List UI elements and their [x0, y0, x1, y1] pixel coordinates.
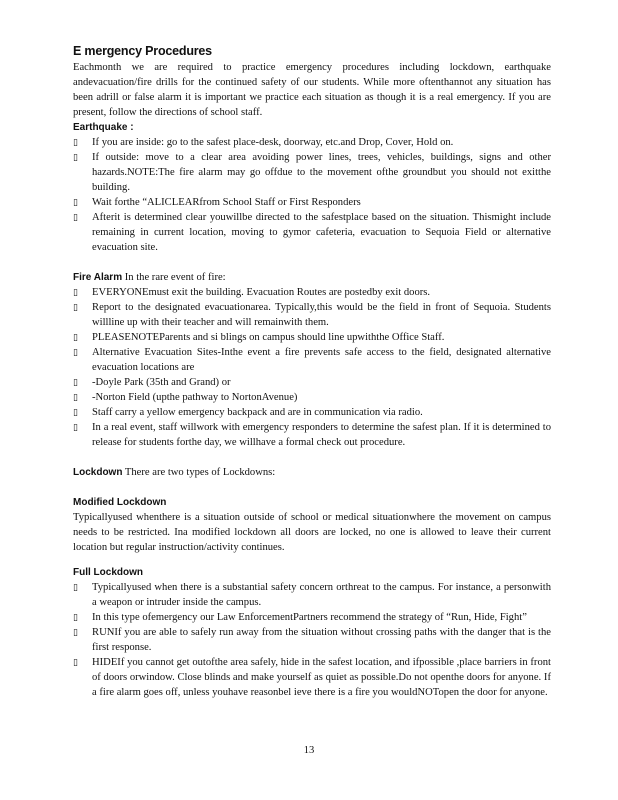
bullet-icon: ▯: [73, 152, 78, 162]
intro-paragraph: Eachmonth we are required to practice emergency procedures including lockdown, earthquake andevacuation/fire drills for the continued safety of our students. While more oftenthannot any situation has been adrill or false alarm it is important we practice each situation as though it is a real emergency. If you are present, follow the directions of school staff.: [73, 62, 551, 118]
bullet-icon: ▯: [73, 137, 78, 147]
list-item: ▯ Typicallyused when there is a substantial safety concern orthreat to the campus. For instance, a personwith a weapon or intruder inside the campus.: [73, 582, 551, 608]
lockdown-lead: There are two types of Lockdowns:: [122, 467, 276, 478]
modified-lockdown-paragraph: Typicallyused whenthere is a situation outside of school or medical situationwhere the movement on campus needs to be restricted. Ina modified lockdown all doors are locked, no one is allowed to leave their current location but regular instruction/activity continues.: [73, 512, 551, 553]
lockdown-heading: Lockdown: [73, 467, 123, 478]
bullet-icon: ▯: [73, 612, 78, 622]
earthquake-list: [73, 135, 551, 255]
list-item: ▯ Afterit is determined clear youwillbe directed to the safestplace based on the situation. Thismight include remaining in current location, moving to gymor cafeteria, evacuation to Sequoia Field or alternative evacuation site.: [73, 212, 551, 253]
list-item: ▯ Report to the designated evacuationarea. Typically,this would be the field in front of Sequoia. Students willline up with their teacher and will remainwith them.: [73, 302, 551, 328]
bullet-icon: ▯: [73, 347, 78, 357]
list-item: ▯ If outside: move to a clear area avoiding power lines, trees, vehicles, buildings, signs and other hazards.NOTE:The fire alarm may go offdue to the movement ofthe groundbut you should not exitthe building.: [73, 152, 551, 193]
bullet-icon: ▯: [73, 657, 78, 667]
full-lockdown-list: [73, 580, 551, 700]
list-item: ▯ -Norton Field (upthe pathway to NortonAvenue): [73, 392, 298, 403]
list-item: ▯ HIDEIf you cannot get outofthe area safely, hide in the safest location, and ifpossible ,place barriers in front of doors orwindow. Close blinds and make yourself as quiet as possible.Do not openthe doors for anyone. If a fire alarm goes off, unless youhave reasonbel ieve there is a fire you wouldNOTopen the door for anyone.: [73, 657, 551, 698]
bullet-icon: ▯: [73, 377, 78, 387]
list-item: ▯ -Doyle Park (35th and Grand) or: [73, 377, 231, 388]
bullet-icon: ▯: [73, 302, 78, 312]
fire-lead: In the rare event of fire:: [122, 272, 226, 283]
list-item: ▯ Alternative Evacuation Sites-Inthe event a fire prevents safe access to the field, designated alternative evacuation locations are: [73, 347, 551, 373]
list-item: ▯ Wait forthe “ALICLEARfrom School Staff or First Responders: [73, 197, 361, 208]
lockdown-intro: [73, 465, 551, 480]
earthquake-heading: Earthquake :: [73, 122, 134, 133]
list-item: ▯ EVERYONEmust exit the building. Evacuation Routes are postedby exit doors.: [73, 287, 431, 298]
bullet-icon: ▯: [73, 212, 78, 222]
bullet-icon: ▯: [73, 332, 78, 342]
bullet-icon: ▯: [73, 627, 78, 637]
fire-heading: Fire Alarm: [73, 272, 123, 283]
fire-intro: [73, 270, 551, 285]
fire-list: [73, 285, 551, 450]
page-title: E mergency Procedures: [73, 44, 212, 58]
bullet-icon: ▯: [73, 392, 78, 402]
bullet-icon: ▯: [73, 582, 78, 592]
list-item: ▯ In this type ofemergency our Law EnforcementPartners recommend the strategy of “Run, Hide, Fight”: [73, 612, 527, 623]
bullet-icon: ▯: [73, 287, 78, 297]
bullet-icon: ▯: [73, 407, 78, 417]
list-item: ▯ In a real event, staff willwork with emergency responders to determine the safest plan. If it is determined to release for students forthe day, we willhave a formal check out procedure.: [73, 422, 551, 448]
document-page: [73, 44, 551, 700]
list-item: ▯ If you are inside: go to the safest place-desk, doorway, etc.and Drop, Cover, Hold on.: [73, 137, 454, 148]
list-item: ▯ Staff carry a yellow emergency backpack and are in communication via radio.: [73, 407, 423, 418]
page-number: 13: [303, 745, 315, 756]
list-item: ▯ PLEASENOTEParents and si blings on campus should line upwiththe Office Staff.: [73, 332, 445, 343]
modified-lockdown-heading: Modified Lockdown: [73, 497, 167, 508]
list-item: ▯ RUNIf you are able to safely run away from the situation without crossing paths with the danger that is the first response.: [73, 627, 551, 653]
bullet-icon: ▯: [73, 197, 78, 207]
full-lockdown-heading: Full Lockdown: [73, 567, 143, 578]
bullet-icon: ▯: [73, 422, 78, 432]
